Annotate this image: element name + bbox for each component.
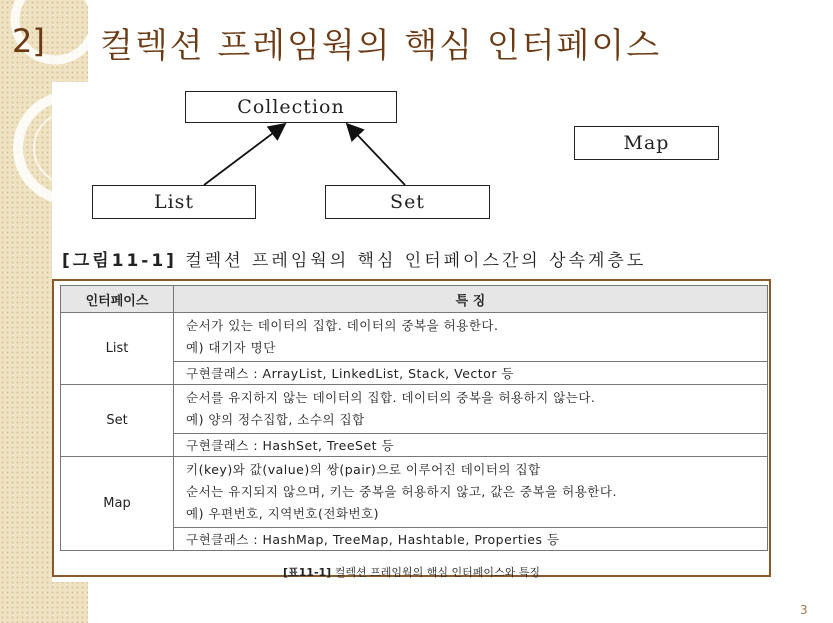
slide-title: 컬렉션 프레임웍의 핵심 인터페이스 <box>100 26 662 66</box>
table-caption <box>54 564 769 580</box>
header-interface: 인터페이스 <box>61 286 174 313</box>
row-name-list: List <box>61 313 174 385</box>
row-desc-map <box>174 457 768 528</box>
desc-line: 예) 대기자 명단 <box>186 340 276 355</box>
table-caption-text: 컬렉션 프레임웍의 핵심 인터페이스와 특징 <box>334 566 540 579</box>
desc-line: 예) 양의 정수집합, 소수의 집합 <box>186 412 365 427</box>
table-row <box>61 457 768 528</box>
row-impl-set: 구현클래스 : HashSet, TreeSet 등 <box>174 434 768 457</box>
list-to-collection-arrow <box>204 124 285 185</box>
collection-box: Collection <box>185 91 397 123</box>
figure-caption-text: 컬렉션 프레임웍의 핵심 인터페이스간의 상속계층도 <box>185 251 647 271</box>
table-header-row <box>61 286 768 313</box>
table-caption-label: [표11-1] <box>283 566 332 579</box>
row-desc-list <box>174 313 768 362</box>
desc-line: 예) 우편번호, 지역번호(전화번호) <box>186 506 380 521</box>
row-impl-map: 구현클래스 : HashMap, TreeMap, Hashtable, Properties 등 <box>174 528 768 551</box>
header-feature: 특 징 <box>174 286 768 313</box>
map-box: Map <box>574 126 719 160</box>
interface-feature-table <box>60 285 768 551</box>
table-row <box>61 385 768 434</box>
table-row <box>61 313 768 362</box>
desc-line: 순서가 있는 데이터의 집합. 데이터의 중복을 허용한다. <box>186 318 499 333</box>
figure-caption <box>62 246 646 271</box>
desc-line: 순서는 유지되지 않으며, 키는 중복을 허용하지 않고, 값은 중복을 허용한다. <box>186 484 617 499</box>
row-desc-set <box>174 385 768 434</box>
row-impl-list: 구현클래스 : ArrayList, LinkedList, Stack, Vector 등 <box>174 362 768 385</box>
slide-number: 2] <box>12 22 45 60</box>
desc-line: 키(key)와 값(value)의 쌍(pair)으로 이루어진 데이터의 집합 <box>186 462 541 477</box>
set-to-collection-arrow <box>347 124 405 185</box>
page-number: 3 <box>800 603 808 617</box>
row-name-map: Map <box>61 457 174 551</box>
set-box: Set <box>325 185 490 219</box>
figure-caption-label: [그림11-1] <box>62 251 177 271</box>
desc-line: 순서를 유지하지 않는 데이터의 집합. 데이터의 중복을 허용하지 않는다. <box>186 390 596 405</box>
list-box: List <box>92 185 256 219</box>
row-name-set: Set <box>61 385 174 457</box>
table-frame <box>52 279 771 577</box>
